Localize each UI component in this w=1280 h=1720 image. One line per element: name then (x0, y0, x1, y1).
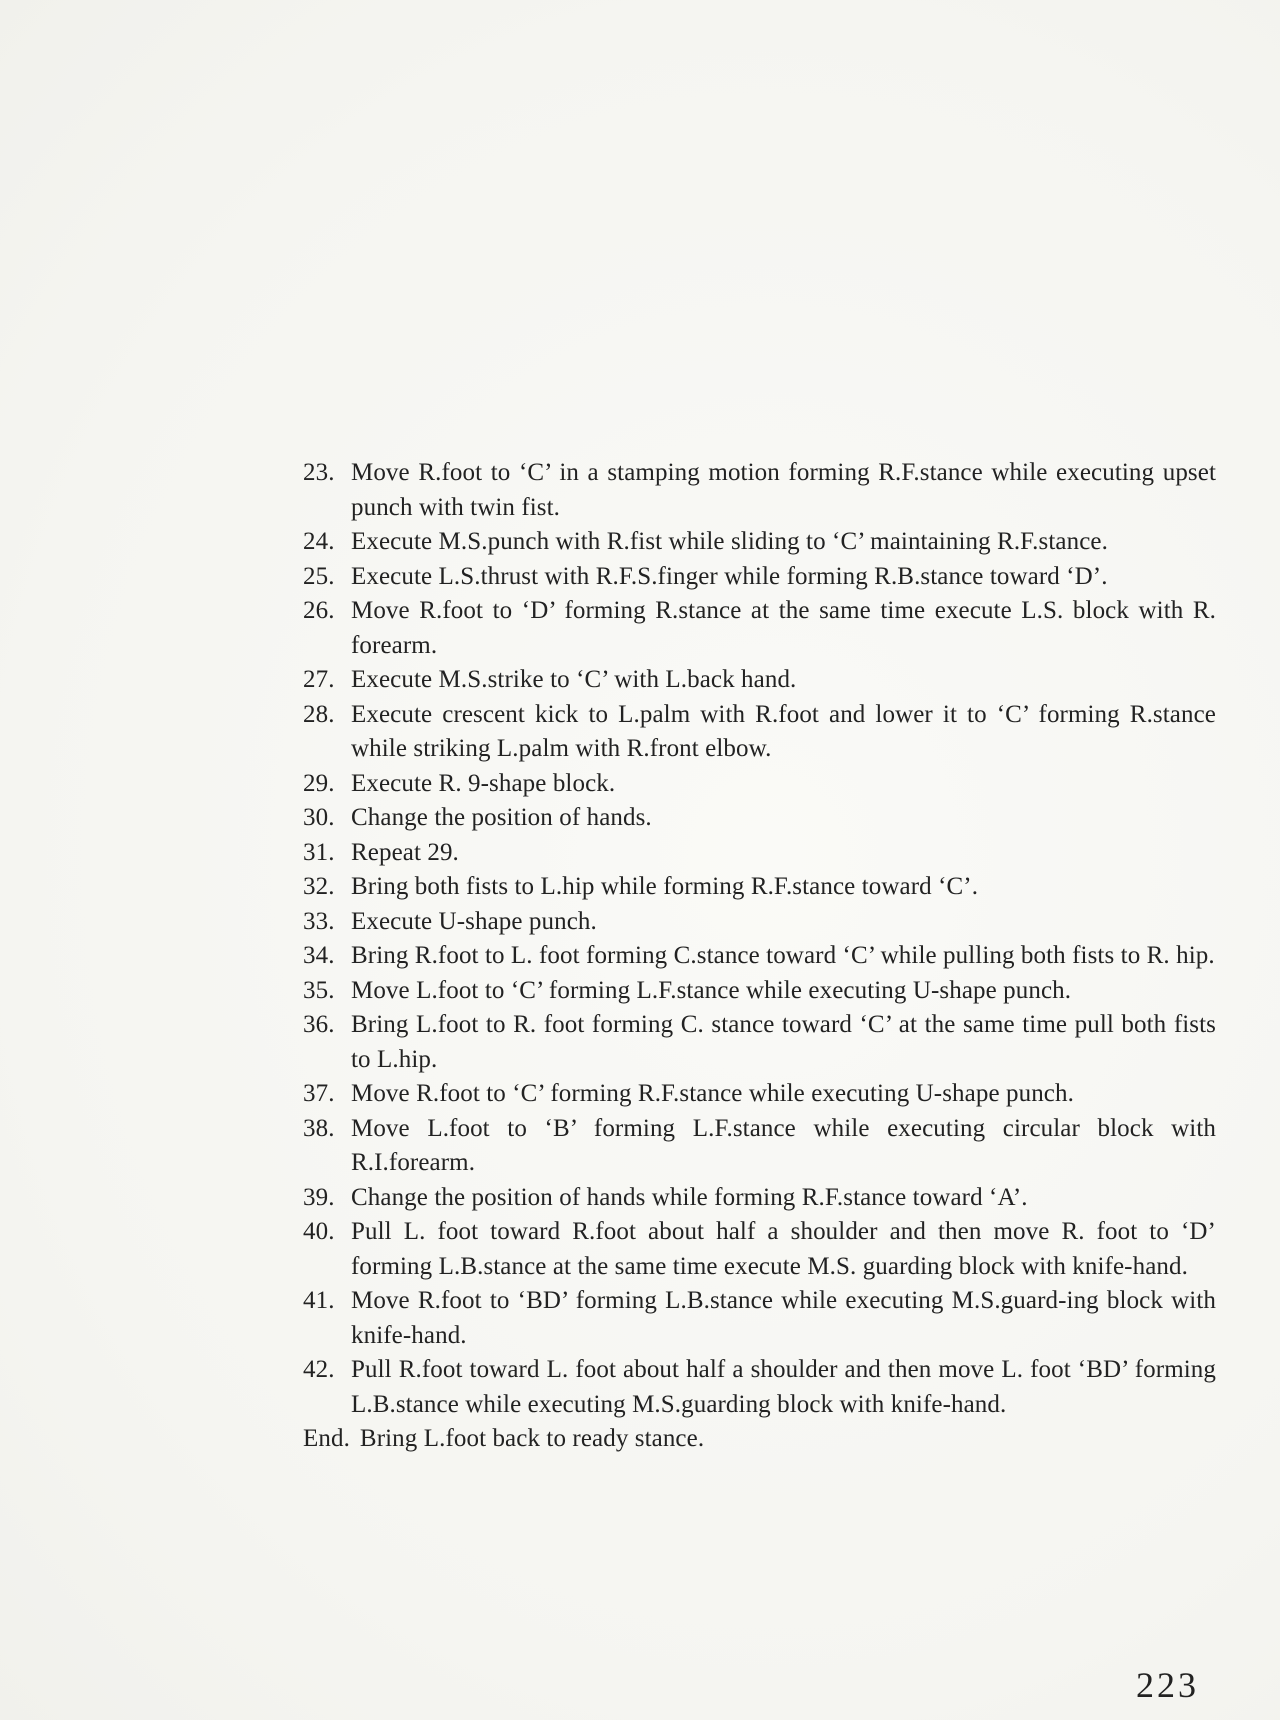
step-text: Execute crescent kick to L.palm with R.foot and lower it to ‘C’ forming R.stance while striking L.palm with R.front elbow. (351, 700, 1216, 762)
step-item (303, 594, 1216, 663)
step-item (303, 905, 1216, 940)
step-item (303, 560, 1216, 595)
step-item (303, 1112, 1216, 1181)
page-number: 223 (1136, 1665, 1199, 1705)
step-number: 25. (303, 562, 335, 590)
step-item (303, 836, 1216, 871)
step-item (303, 1215, 1216, 1284)
step-number: 38. (303, 1114, 335, 1142)
step-item (303, 456, 1216, 525)
step-item (303, 1181, 1216, 1216)
step-item (303, 801, 1216, 836)
step-text: Move R.foot to ‘C’ forming R.F.stance while executing U-shape punch. (351, 1080, 1074, 1107)
pattern-instructions-list (303, 456, 1216, 1457)
step-number: 33. (303, 907, 335, 935)
step-text: Execute M.S.punch with R.fist while sliding to ‘C’ maintaining R.F.stance. (351, 528, 1108, 555)
step-item (303, 974, 1216, 1009)
step-item (303, 939, 1216, 974)
step-number: 31. (303, 838, 335, 866)
step-number: 28. (303, 700, 335, 728)
step-text: Execute L.S.thrust with R.F.S.finger while forming R.B.stance toward ‘D’. (351, 562, 1108, 590)
step-text: Execute M.S.strike to ‘C’ with L.back hand. (351, 666, 797, 693)
step-number: 35. (303, 976, 335, 1004)
step-number: 32. (303, 873, 335, 900)
step-item (303, 1353, 1216, 1422)
step-text: Bring both fists to L.hip while forming R.F.stance toward ‘C’. (351, 873, 979, 900)
step-number: 30. (303, 804, 335, 831)
step-text: Change the position of hands while forming R.F.stance toward ‘A’. (351, 1183, 1028, 1211)
step-number: 26. (303, 597, 335, 624)
step-text: Bring L.foot to R. foot forming C. stance toward ‘C’ at the same time pull both fists to L.hip. (351, 1011, 1216, 1073)
step-number: 40. (303, 1218, 335, 1245)
step-item (303, 698, 1216, 767)
step-number: 27. (303, 666, 335, 693)
step-text: Pull L. foot toward R.foot about half a shoulder and then move R. foot to ‘D’ forming L.B.stance at the same time execute M.S. guarding block with knife-hand. (351, 1218, 1216, 1280)
step-number: 34. (303, 942, 335, 969)
step-item (303, 1077, 1216, 1112)
step-text: Execute R. 9-shape block. (351, 769, 616, 797)
step-number: 24. (303, 528, 335, 555)
step-item (303, 767, 1216, 802)
step-number: 39. (303, 1183, 335, 1211)
step-text: Move R.foot to ‘BD’ forming L.B.stance while executing M.S.guard-ing block with knife-hand. (351, 1287, 1216, 1349)
step-item (303, 870, 1216, 905)
step-text: Repeat 29. (351, 838, 459, 866)
step-text: Move L.foot to ‘B’ forming L.F.stance while executing circular block with R.I.forearm. (351, 1114, 1216, 1176)
step-item (303, 525, 1216, 560)
end-step-text: Bring L.foot back to ready stance. (359, 1425, 705, 1452)
step-text: Change the position of hands. (351, 804, 652, 831)
step-text: Pull R.foot toward L. foot about half a shoulder and then move L. foot ‘BD’ forming L.B.stance while executing M.S.guarding block with knife-hand. (351, 1356, 1216, 1418)
step-text: Move L.foot to ‘C’ forming L.F.stance while executing U-shape punch. (351, 976, 1072, 1004)
step-number: 23. (303, 459, 335, 486)
end-label: End. (303, 1425, 350, 1452)
step-item (303, 1284, 1216, 1353)
step-number: 42. (303, 1356, 335, 1383)
step-text: Move R.foot to ‘D’ forming R.stance at the same time execute L.S. block with R. forearm. (351, 597, 1216, 659)
step-text: Bring R.foot to L. foot forming C.stance toward ‘C’ while pulling both fists to R. hip. (351, 942, 1215, 969)
step-number: 29. (303, 769, 335, 797)
step-number: 36. (303, 1011, 335, 1038)
step-text: Execute U-shape punch. (351, 907, 597, 935)
step-text: Move R.foot to ‘C’ in a stamping motion forming R.F.stance while executing upset punch with twin fist. (351, 459, 1216, 521)
step-item (303, 663, 1216, 698)
step-number: 37. (303, 1080, 335, 1107)
end-step (303, 1422, 1216, 1457)
step-number: 41. (303, 1287, 335, 1314)
step-item (303, 1008, 1216, 1077)
